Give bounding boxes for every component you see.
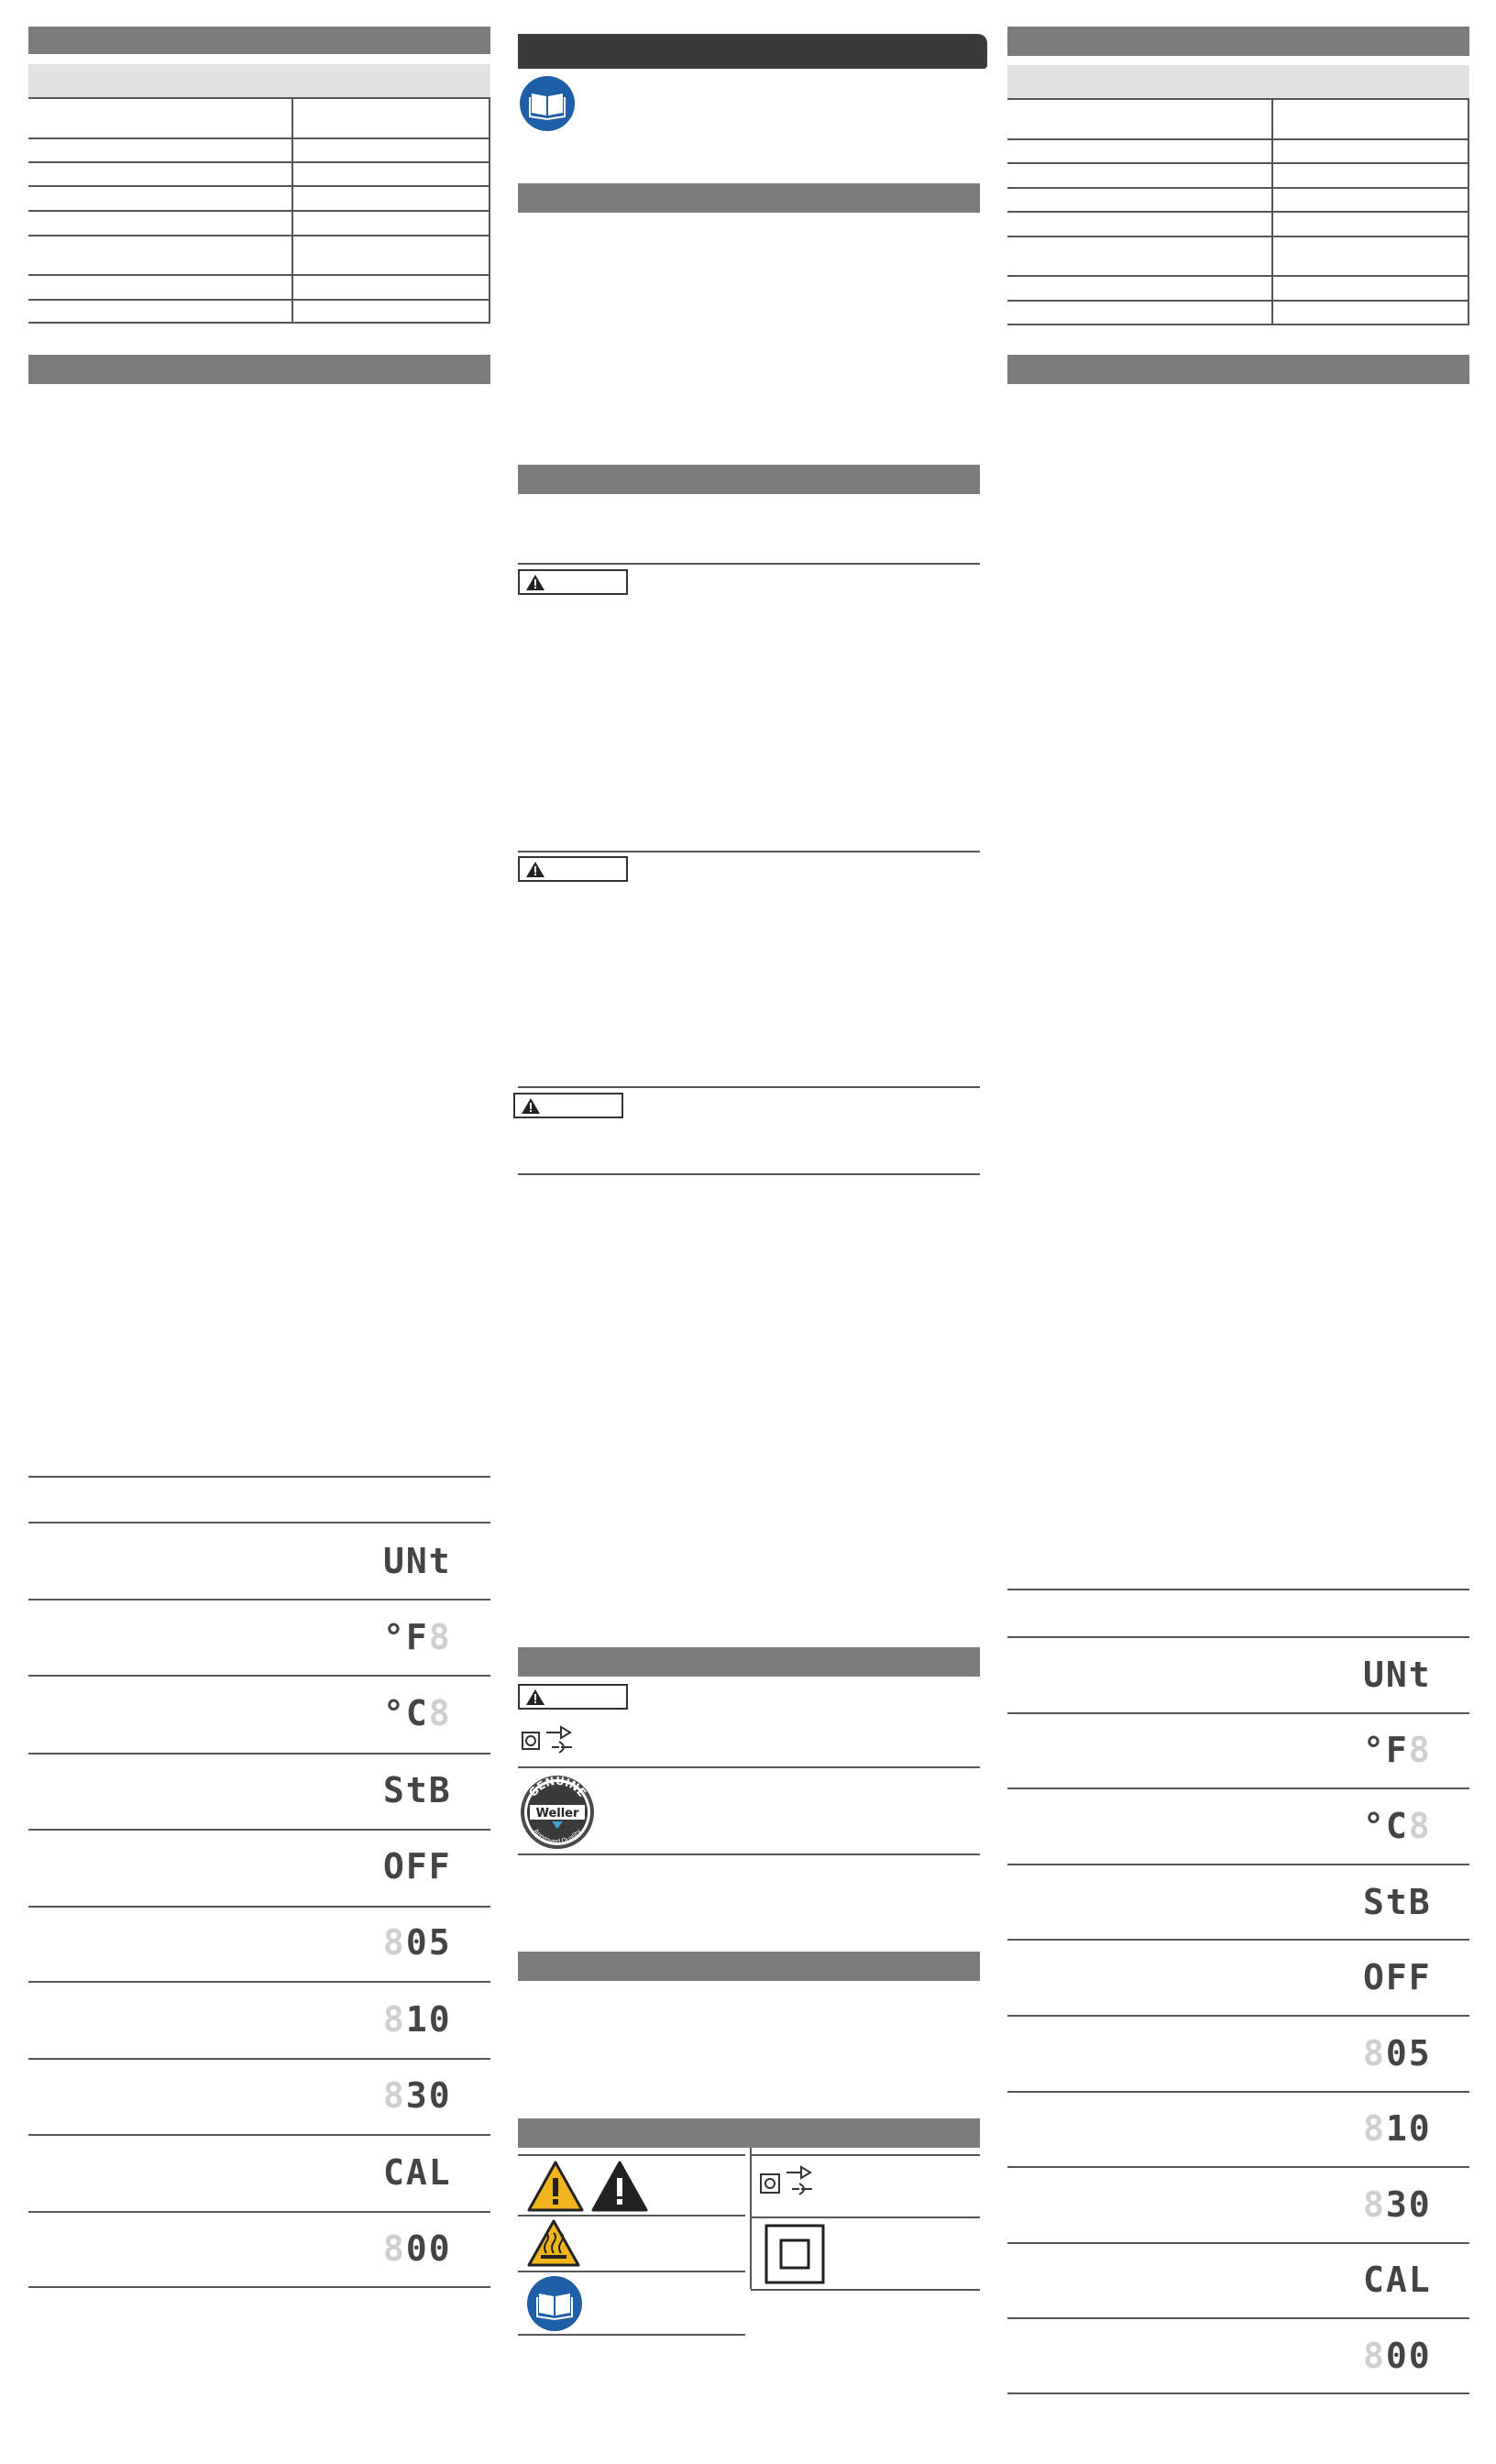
warning-triangle-icon — [521, 1097, 541, 1115]
mid-section-bar-4 — [518, 1952, 980, 1981]
genuine-weller-seal-icon — [519, 1774, 596, 1851]
display-code: 810 — [383, 1999, 452, 2040]
read-manual-icon — [526, 2275, 583, 2332]
mid-section-bar-3 — [518, 1647, 980, 1677]
read-manual-icon — [519, 75, 576, 132]
display-code: °F8 — [1363, 1730, 1432, 1770]
warning-label — [518, 1684, 628, 1710]
title-bar — [518, 34, 987, 69]
svg-text:Weller: Weller — [535, 1807, 579, 1820]
warning-label — [518, 856, 628, 882]
warning-label — [513, 1093, 623, 1118]
hot-surface-icon — [526, 2218, 581, 2268]
right-table-header — [1007, 65, 1469, 98]
display-code: CAL — [1363, 2260, 1432, 2300]
display-code: °F8 — [383, 1617, 452, 1657]
display-code: 800 — [383, 2228, 452, 2269]
warning-triangle-icon — [525, 1688, 545, 1706]
svg-text:GENUINE: GENUINE — [526, 1774, 589, 1799]
display-code: 830 — [1363, 2184, 1432, 2225]
general-warning-icon — [590, 2160, 649, 2213]
svg-text:Approved Quality: Approved Quality — [532, 1827, 583, 1846]
display-code: °C8 — [383, 1693, 452, 1733]
equipotential-bonding-icon — [759, 2163, 823, 2196]
right-section-bar-1 — [1007, 27, 1469, 56]
display-code: 810 — [1363, 2108, 1432, 2149]
display-code: StB — [383, 1770, 452, 1810]
mid-section-bar-5 — [518, 2118, 980, 2148]
warning-triangle-icon — [525, 574, 545, 591]
warning-label — [518, 569, 628, 595]
display-code: 800 — [1363, 2336, 1432, 2376]
left-section-bar-2 — [28, 355, 490, 384]
general-warning-icon — [526, 2160, 585, 2213]
display-code: 805 — [1363, 2033, 1432, 2074]
left-table-header — [28, 64, 490, 97]
mid-section-bar-1 — [518, 183, 980, 213]
equipotential-bonding-icon — [521, 1723, 579, 1754]
warning-triangle-icon — [525, 861, 545, 878]
display-code: 830 — [383, 2075, 452, 2116]
display-code: StB — [1363, 1882, 1432, 1922]
display-code: UNt — [1363, 1655, 1432, 1695]
right-section-bar-2 — [1007, 355, 1469, 384]
display-code: 805 — [383, 1922, 452, 1963]
display-code: OFF — [1363, 1957, 1432, 1997]
display-code: CAL — [383, 2152, 452, 2193]
protection-class-2-icon — [764, 2224, 825, 2284]
mid-section-bar-2 — [518, 465, 980, 494]
left-section-bar-1 — [28, 27, 490, 54]
display-code: OFF — [383, 1846, 452, 1886]
display-code: °C8 — [1363, 1806, 1432, 1846]
display-code: UNt — [383, 1541, 452, 1581]
